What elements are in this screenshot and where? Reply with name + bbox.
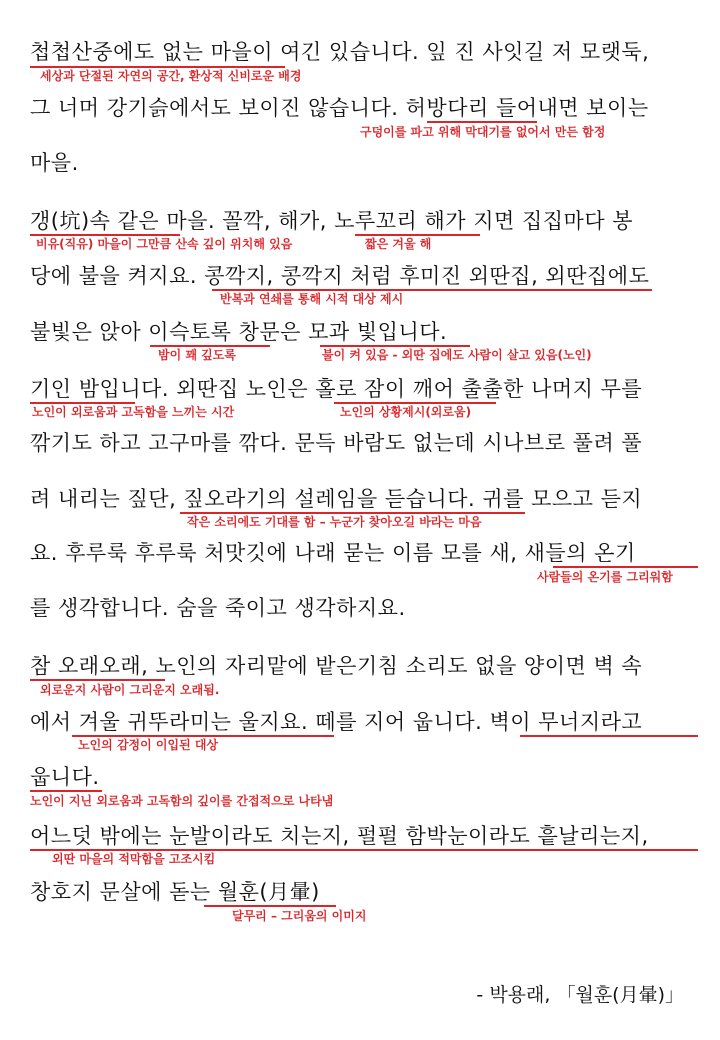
annotation: 작은 소리에도 기대를 함 – 누군가 찾아오길 바라는 마음 [187,515,482,529]
poem-source: - 박용래, 「월훈(月暈)」 [476,984,684,1006]
underline [30,679,165,681]
poem-line: 마을. [30,151,79,175]
poem-line: 참 오래오래, 노인의 자리맡에 밭은기침 소리도 없을 양이면 벽 속 [30,654,643,678]
poem-line: 첩첩산중에도 없는 마을이 여긴 있습니다. 잎 진 사잇길 저 모랫둑, [30,40,650,64]
underline [553,566,698,568]
annotation: 노인이 외로움과 고독함을 느끼는 시간 [32,405,235,419]
underline [320,345,470,347]
poem-line: 당에 불을 켜지요. 콩깍지, 콩깍지 처럼 후미진 외딴집, 외딴집에도 [30,264,650,288]
poem-line: 갱(坑)속 같은 마을. 꼴깍, 해가, 노루꼬리 해가 지면 집집마다 봉 [30,209,634,233]
underline [30,790,102,792]
annotation: 달무리 – 그리움의 이미지 [232,909,367,923]
poem-line: 에서 겨울 귀뚜라미는 울지요. 떼를 지어 웁니다. 벽이 무너지라고 [30,710,643,734]
annotation: 밤이 꽤 깊도록 [158,348,236,362]
poem-line: 기인 밤입니다. 외딴집 노인은 홀로 잠이 깨어 출출한 나머지 무를 [30,377,643,401]
underline [150,345,270,347]
annotation: 세상과 단절된 자연의 공간, 환상적 신비로운 배경 [40,69,302,83]
annotation: 노인이 지닌 외로움과 고독함의 깊이를 간접적으로 나타냄 [30,794,334,808]
underline [30,234,180,236]
poem-line: 웁니다. [30,765,100,789]
annotation: 비유(직유) 마을이 그만큼 산속 깊이 위치해 있음 [36,237,293,251]
annotation: 불이 켜 있음 - 외딴 집에도 사람이 살고 있음(노인) [322,348,592,362]
poem-line: 어느덧 밖에는 눈발이라도 치는지, 펄펄 함박눈이라도 흩날리는지, [30,824,649,848]
underline [520,735,698,737]
poem-line: 그 너머 강기슭에서도 보이진 않습니다. 허방다리 들어내면 보이는 [30,96,649,120]
underline [204,905,336,907]
poem-line: 깎기도 하고 고구마를 깎다. 문득 바람도 없는데 시나브로 풀려 풀 [30,431,643,455]
underline [334,402,496,404]
annotation: 노인의 상황제시(외로움) [340,405,472,419]
underline [212,289,652,291]
underline [30,66,285,68]
annotation: 사람들의 온기를 그리워함 [537,570,673,584]
poem-line: 려 내리는 짚단, 짚오라기의 설레임을 듣습니다. 귀를 모으고 듣지 [30,487,643,511]
underline [30,402,135,404]
poem-line: 불빛은 앉아 이슥토록 창문은 모과 빛입니다. [30,320,448,344]
underline [180,512,525,514]
annotation: 외로운지 사람이 그리운지 오래됨. [40,683,220,697]
annotation: 구덩이를 파고 위해 막대기를 없어서 만든 함정 [360,125,606,139]
poem-line: 창호지 문살에 돋는 월훈(月暈) [30,880,320,904]
underline [427,121,537,123]
underline [72,735,334,737]
annotation: 짧은 겨울 해 [365,237,432,251]
annotation: 노인의 감정이 이입된 대상 [78,738,219,752]
underline [355,234,480,236]
annotation: 반복과 연쇄를 통해 시적 대상 제시 [220,292,404,306]
underline [30,849,698,851]
annotation: 외딴 마을의 적막함을 고조시킴 [52,852,216,866]
poem-line: 를 생각합니다. 숨을 죽이고 생각하지요. [30,596,406,620]
poem-line: 요. 후루룩 후루룩 처맛깃에 나래 묻는 이름 모를 새, 새들의 온기 [30,541,636,565]
